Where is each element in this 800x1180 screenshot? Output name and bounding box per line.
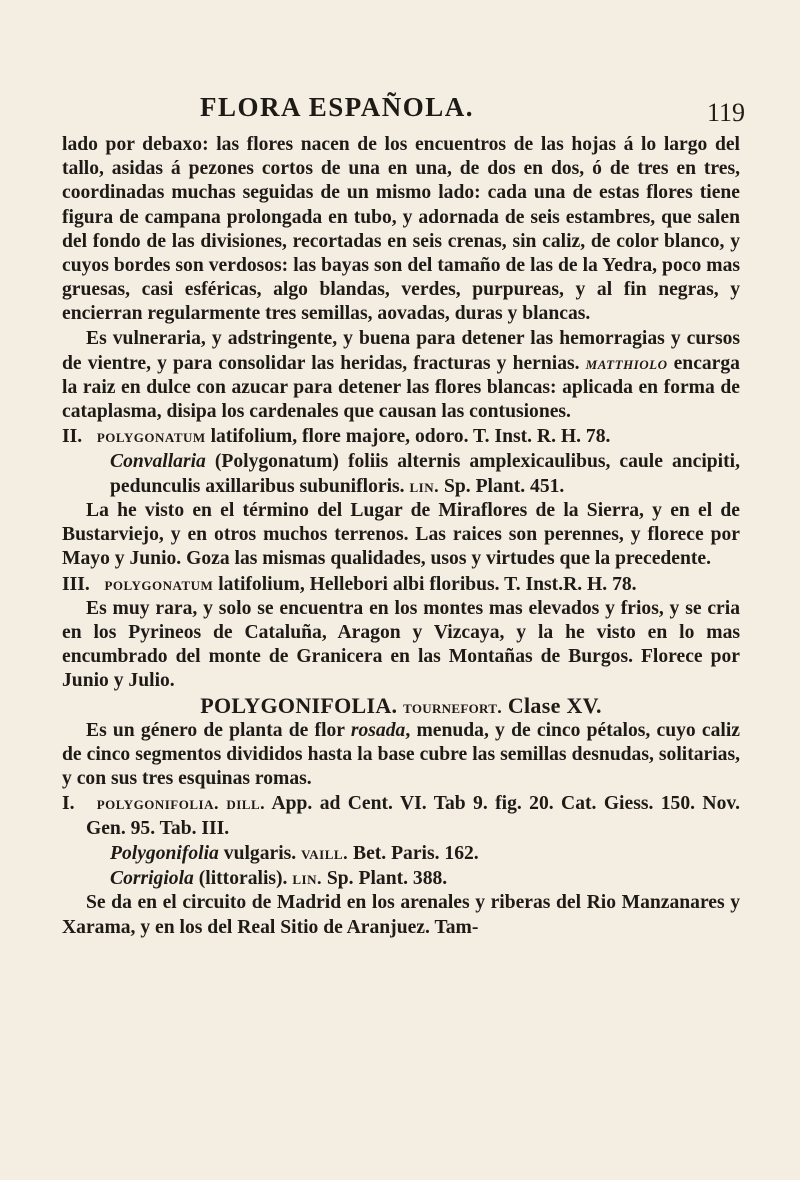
paragraph-habitat-ii: La he visto en el término del Lugar de Miraflores de la Sierra, y en el de Bustarviejo, y en otros muchos terrenos. Las raices son perennes, y florece por Mayo y Junio. Goza las mismas qualidades, usos y virtudes que la precedente. xyxy=(62,500,740,570)
synonym-genus: Polygonifolia xyxy=(110,842,219,864)
synonym-genus: Convallaria xyxy=(110,450,206,472)
paragraph-habitat-iii: Es muy rara, y solo se encuentra en los montes mas elevados y frios, y se cria en los Pyrineos de Cataluña, Aragon y Vizcaya, y la he visto en lo mas encumbrado del monte de Granicera en las Montañas de Burgos. Florece por Junio y Julio. xyxy=(62,597,740,692)
synonym-text: vulgaris. xyxy=(223,842,297,864)
author-name: matthiolo xyxy=(585,352,668,373)
genus-name: polygonatum xyxy=(96,426,206,447)
entry-text: App. ad Cent. VI. Tab 9. fig. 20. Cat. Giess. 150. Nov. Gen. 95. Tab. III. xyxy=(86,793,740,839)
species-synonym-2 xyxy=(62,866,740,891)
page-header xyxy=(0,92,800,132)
section-class: Clase XV. xyxy=(507,692,602,718)
entry-number: I. xyxy=(62,793,75,815)
section-author: tournefort. xyxy=(403,696,503,717)
entry-text: latifolium, flore majore, odoro. T. Inst. R. H. 78. xyxy=(210,426,611,448)
reference-text: Sp. Plant. 451. xyxy=(444,475,565,497)
species-entry-ii xyxy=(62,424,740,449)
reference-text: Bet. Paris. 162. xyxy=(353,842,479,864)
paragraph-genus-description xyxy=(62,719,740,792)
emphasis-text: rosada xyxy=(350,719,406,741)
genus-name: polygonatum xyxy=(104,573,214,594)
running-title: FLORA ESPAÑOLA. xyxy=(200,92,475,122)
entry-text: latifolium, Hellebori albi floribus. T. Inst.R. H. 78. xyxy=(218,573,637,595)
text-segment: Es vulneraria, y adstringente, y buena para detener las hemorragias y cursos de vientre, y para consolidar las heridas, fracturas y hernias. xyxy=(62,327,740,374)
page-number: 119 xyxy=(707,98,746,127)
paragraph-habitat-polygonifolia: Se da en el circuito de Madrid en los arenales y riberas del Rio Manzanares y Xarama, y en los del Real Sitio de Aranjuez. Tam- xyxy=(62,892,740,938)
entry-author: dill. xyxy=(226,793,266,814)
reference-author: lin. xyxy=(292,868,322,889)
section-name: POLYGONIFOLIA. xyxy=(200,692,398,718)
text-segment: encarga la raiz en dulce con azucar para detener las flores blancas: aplicada en forma de cataplasma, disipa los cardenales que causan las contusiones. xyxy=(62,352,740,423)
species-entry-i xyxy=(62,791,740,840)
species-synonym xyxy=(62,450,740,499)
paragraph-description: lado por debaxo: las flores nacen de los encuentros de las hojas á lo largo del tallo, asidas á pezones cortos de una en una, de dos en dos, ó de tres en tres, coordinadas muchas seguidas de un mismo lado: cada una de estas flores tiene figura de campana prolongada en tubo, y adornada de seis estambres, que salen del fondo de las divisiones, recortadas en seis crenas, sin caliz, de color blanco, y cuyos bordes son verdosos: las bayas son del tamaño de las de la Yedra, poco mas gruesas, casi esféricas, algo blandas, verdes, purpureas, y al fin negras, y encierran regularmente tres semillas, aovadas, duras y blancas. xyxy=(62,134,740,325)
species-entry-iii xyxy=(62,572,740,597)
reference-author: vaill. xyxy=(301,842,349,863)
genus-name: polygonifolia. xyxy=(96,793,219,814)
reference-author: lin. xyxy=(409,475,440,496)
reference-text: Sp. Plant. 388. xyxy=(326,868,448,890)
page-body xyxy=(62,133,740,940)
paragraph-virtues xyxy=(62,327,740,425)
text-segment: Es un género de planta de flor xyxy=(86,719,345,741)
synonym-text: (Polygonatum) foliis alternis amplexicaulibus, caule ancipiti, pedunculis axillaribus subunifloris. xyxy=(110,450,740,497)
entry-number: III. xyxy=(62,573,90,595)
entry-number: II. xyxy=(62,426,83,448)
text-segment: , menuda, y de cinco pétalos, cuyo caliz de cinco segmentos divididos hasta la base cubre las semillas desnudas, solitarias, y con sus tres esquinas romas. xyxy=(62,719,740,790)
synonym-text: (littoralis). xyxy=(198,868,288,890)
species-synonym-1 xyxy=(62,841,740,866)
synonym-genus: Corrigiola xyxy=(110,868,194,890)
section-heading xyxy=(62,694,740,719)
